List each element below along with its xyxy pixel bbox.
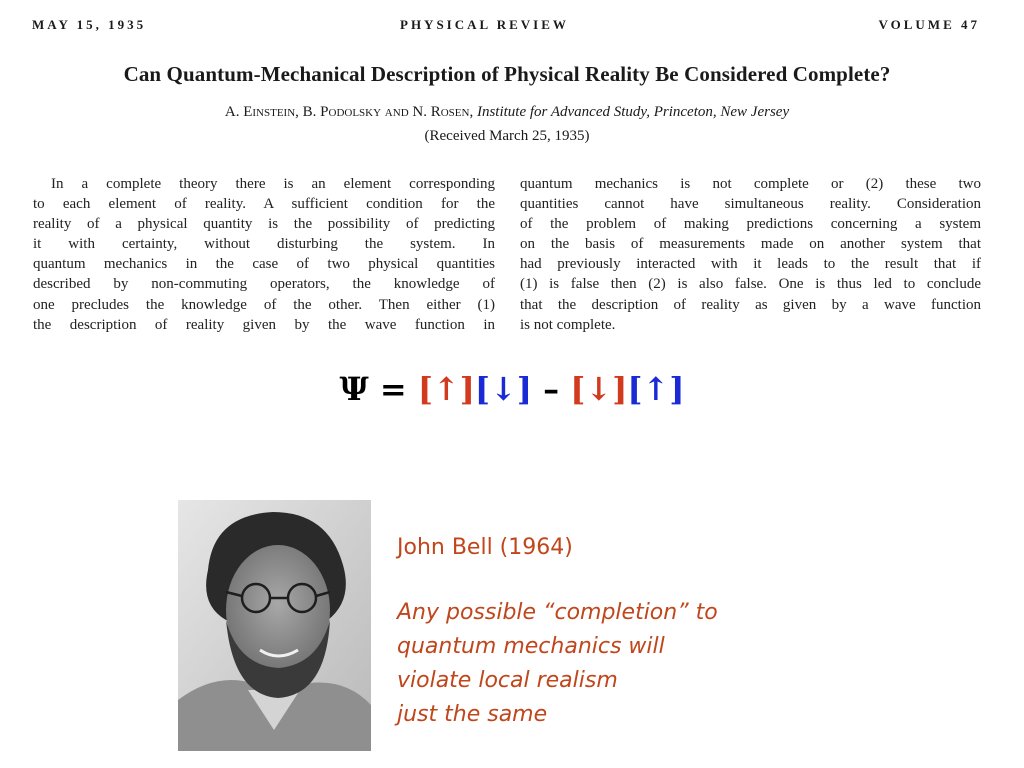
author-names: A. Einstein, B. Podolsky and N. Rosen, <box>224 104 474 120</box>
journal-date: MAY 15, 1935 <box>32 17 147 32</box>
paper-title: Can Quantum-Mechanical Description of Physical Reality Be Considered Complete? <box>123 62 891 86</box>
paper-authors <box>0 104 1014 121</box>
abstract-line: one precludes the knowledge of the other. Then either (1) <box>33 296 495 313</box>
minus-sign: – <box>543 370 560 408</box>
abstract-line: In a complete theory there is an element corresponding <box>51 176 495 192</box>
abstract-line: on the basis of measurements made on another system that <box>520 236 981 253</box>
abstract-line: it with certainty, without disturbing the system. In <box>33 236 495 253</box>
abstract-line: of the problem of making predictions concerning a system <box>520 216 981 233</box>
bell-caption <box>397 532 817 732</box>
quote-line: Any possible “completion” to <box>397 600 718 625</box>
spin-down-term: [↓] <box>474 370 533 408</box>
quote-line: violate local realism <box>397 668 618 693</box>
received-date: (Received March 25, 1935) <box>424 128 590 144</box>
abstract-left-column <box>33 174 495 335</box>
abstract-line: quantities cannot have simultaneous reality. Consideration <box>520 196 981 213</box>
abstract-right-column <box>520 174 981 335</box>
spin-up-term: [↑] <box>417 370 475 408</box>
equals-sign: = <box>379 370 407 408</box>
john-bell-portrait <box>178 500 371 751</box>
abstract-line: quantum mechanics is not complete or (2) these two <box>520 176 981 192</box>
journal-volume: VOLUME 47 <box>878 17 980 32</box>
entangled-state-equation <box>0 370 1024 408</box>
abstract-line: to each element of reality. A sufficient condition for the <box>33 196 495 213</box>
psi-symbol: Ψ <box>339 370 369 408</box>
abstract-line: that the description of reality as given by a wave function <box>520 296 981 313</box>
journal-header <box>32 17 980 37</box>
abstract-line: had previously interacted with it leads to the result that if <box>520 256 981 273</box>
spin-up-term: [↑] <box>627 370 685 408</box>
quote-line: quantum mechanics will <box>397 634 665 659</box>
abstract-line: described by non-commuting operators, the knowledge of <box>33 276 495 293</box>
spin-down-term: [↓] <box>570 370 628 408</box>
author-affiliation: Institute for Advanced Study, Princeton, New Jersey <box>476 104 790 120</box>
bell-quote <box>397 596 817 732</box>
abstract-line: is not complete. <box>520 316 616 333</box>
abstract-line: reality of a physical quantity is the possibility of predicting <box>33 216 495 233</box>
abstract-line: the description of reality given by the wave function in <box>33 316 495 333</box>
bell-name: John Bell (1964) <box>397 535 573 560</box>
abstract-line: (1) is false then (2) is also false. One is thus led to conclude <box>520 276 981 293</box>
portrait-illustration <box>178 500 371 751</box>
journal-name: PHYSICAL REVIEW <box>400 17 569 32</box>
quote-line: just the same <box>397 702 548 727</box>
abstract-line: quantum mechanics in the case of two physical quantities <box>33 256 495 273</box>
